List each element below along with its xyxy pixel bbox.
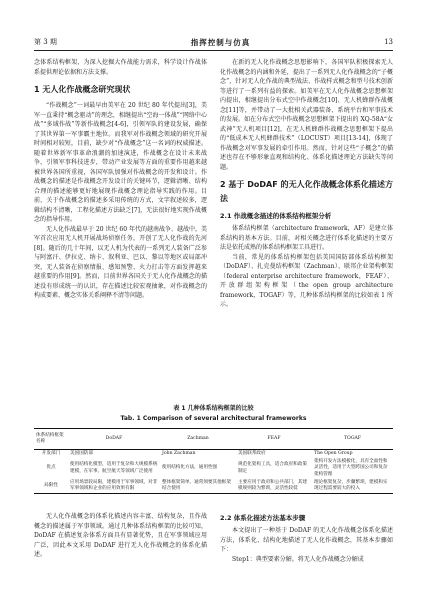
table-cell: 应用场景较局限，建模用于军事领域，对非军事领域和企业的应用效果有限: [68, 479, 160, 494]
table-cell: John Zachman: [162, 451, 196, 456]
paragraph: 无人化作战最早于 20 世纪 60 年代的越南战争、越战中，美军首次应用无人机开展战场侦察任务，开创了无人化作战的先河[8]。随后的几十年间，以无人机为代表的一系列无人装备广泛参与阿富汗、伊拉克、纳卡、叙利亚、巴以、黎以等地区或局部冲突，无人装备在侦察情报、感知预警、火力打击等方面发挥越来越重要的作用[9]。然而，目前世界各国关于无人化作战概念的描述没有形成统一的认识，存在描述比较宏观抽象，对作战概念的构成要素、概念实体关系阐释不清等问题。: [34, 225, 207, 299]
column-header: Zachman: [160, 429, 236, 450]
comparison-table: [34, 428, 393, 494]
subsection-2-1-heading: 2.1 作战概念描述的体系结构框架分析: [220, 212, 332, 220]
row-header: 开发部门: [41, 451, 61, 456]
table-row: [34, 450, 393, 459]
table-cell: 架构开发方法模板化，具有全面性和灵活性，适用于大型跨国公司和复杂架构管理: [314, 459, 388, 477]
table-cell: 使用结构化模型，适用于复杂和大规模系统建模，在军事、航空航天等领域广泛使用: [70, 462, 158, 474]
paragraph: 当前，常见的体系结构框架包括美国国防部体系结构框架（DoDAF）、扎克曼结构框架（Zachman）、联邦企业架构框架（federal enterprise architecture framework，FEAF）、开放群组架构框架（the open group architecture framework，TOGAF）等，几种体系结构框架的比较如表 1 所示。: [220, 253, 393, 308]
paragraph: “作战概念”一词最早由美军在 20 世纪 80 年代提出[3]，美军一直秉持“概念驱动”的理念，相继提出“空海一体战”“网络中心战”“多域作战”等新作战概念[4-6]，引领军队的建设发展，确保了其世界第一军事霸主地位。而我军对作战概念领域的研究开展时间相对较短，目前，缺少对“作战概念”这一名词的权威描述。随着世界新军事革命浪潮的加速演进，作战概念在设计未来战争，引领军事科技进步，带动产业发展等方面的重要作用越来越被世界各国所重视，各国军队加强对作战概念的开发和设计。作战概念的描述是作战概念开发设计的关键环节，逻辑清晰、结构合理的描述能够更好地展现作战概念理论指导实践的作用。目前，关于作战概念的描述多采用传统的方式，文字叙述较多，逻辑结构不清晰，工程化描述方法缺乏[7]，无法很好地实现作战概念的指导作用。: [34, 102, 207, 223]
table-cell: The Open Group: [314, 451, 353, 456]
table-cell: 理论框架复杂，步骤繁琐，建模和实现过程需要较大的投入: [312, 479, 393, 494]
table-cell: 美国联邦政府: [238, 451, 266, 456]
paragraph: 体系结构框架（architecture framework，AF）是建立体系结构的基本方法。目前，对相关概念进行体系化描述的主要方法是依托成熟的体系结构框架工具进行。: [220, 225, 393, 251]
table-cell: 主要应用于政府和公共部门，其建模规则较为繁琐，灵活性较低: [236, 479, 312, 494]
table-header-row: [34, 429, 393, 450]
header-rule: [34, 50, 393, 51]
page-number: 13: [384, 38, 393, 46]
paragraph: 无人化作战概念的体系化描述内容丰富、结构复杂，且作战概念的描述属于军事领域。通过几种体系结构框架的比较可知，DoDAF 在描述复杂体系方面具有显著优势，且在军事领域应用广泛，因此本文采用 DoDAF 进行无人化作战概念的体系化描述。: [34, 513, 207, 558]
table-cell: 美国国防部: [70, 451, 93, 456]
section-2-heading: 2 基于 DoDAF 的无人化作战概念体系化描述方法: [220, 180, 393, 203]
table-caption-en: Tab. 1 Comparison of several architectural frameworks: [120, 415, 307, 422]
table-row: [34, 479, 393, 494]
paragraph: Step1：典型要素分解。将无人化作战概念分解成: [232, 555, 364, 563]
column-header: FEAF: [236, 429, 312, 450]
table-corner-cell: 体系结构框架名称: [34, 429, 68, 450]
right-column-bottom: [220, 512, 393, 564]
left-column-bottom: [34, 512, 207, 560]
paragraph: 在新的无人化作战概念思想影响下，各国军队积极探索无人化作战概念的内涵和外延，提出了一系列无人化作战概念的“子概念”，针对无人化作战的典型战法、作战样式概念和型号技术创新等进行了一系列有益的探索。如美军在无人化作战概念思想框架内提出，相继提出分布式空中作战概念[10]、无人机蜂群作战概念[11]等，并带动了一大批相关武器装备、系统平台和军事技术的发展。如在分布式空中作战概念思想框架下提出的 XQ-58A“女武神”无人机项目[12]，在无人机蜂群作战概念思想框架下提出的“低成本无人机蜂群技术”（LOCUST）项目[13-14]，体现了作战概念对军事发展的牵引作用。然而，针对这些“子概念”的描述也存在不够形象直观和结构化、体系化描述理论方法缺失等问题。: [220, 59, 393, 171]
table-row: [34, 458, 393, 479]
column-header: DoDAF: [68, 429, 160, 450]
column-header: TOGAF: [312, 429, 393, 450]
right-column-top: [220, 58, 393, 310]
paragraph: 念体系结构框架，为深入挖掘大作战能力需求，科学设计作战体系提供理论依据和方法支撑。: [34, 59, 207, 76]
row-header: 优点: [46, 465, 56, 471]
row-header: 局限性: [34, 479, 68, 494]
journal-name: 指挥控制与仿真: [190, 37, 251, 47]
table-cell: 整体框架简单，通常须要其他框架结合使用: [160, 479, 236, 494]
paragraph: 本文提出了一种基于 DoDAF 的无人化作战概念体系化描述方法，体系化、结构化地描述了无人化作战概念，其基本步骤如下：: [220, 527, 393, 553]
issue-label: 第 3 期: [34, 38, 57, 46]
table-caption-cn: 表 1 几种体系结构框架的比较: [173, 405, 254, 412]
left-column-top: [34, 58, 207, 301]
running-header: [34, 36, 393, 48]
subsection-2-2-heading: 2.2 体系化描述方法基本步骤: [220, 514, 306, 522]
section-1-heading: 1 无人化作战概念研究现状: [34, 85, 131, 94]
table-cell: 使用结构化方法，通用性强: [162, 465, 218, 471]
table-cell: 规范化架构工具，适合政府和政策制定: [238, 462, 307, 474]
